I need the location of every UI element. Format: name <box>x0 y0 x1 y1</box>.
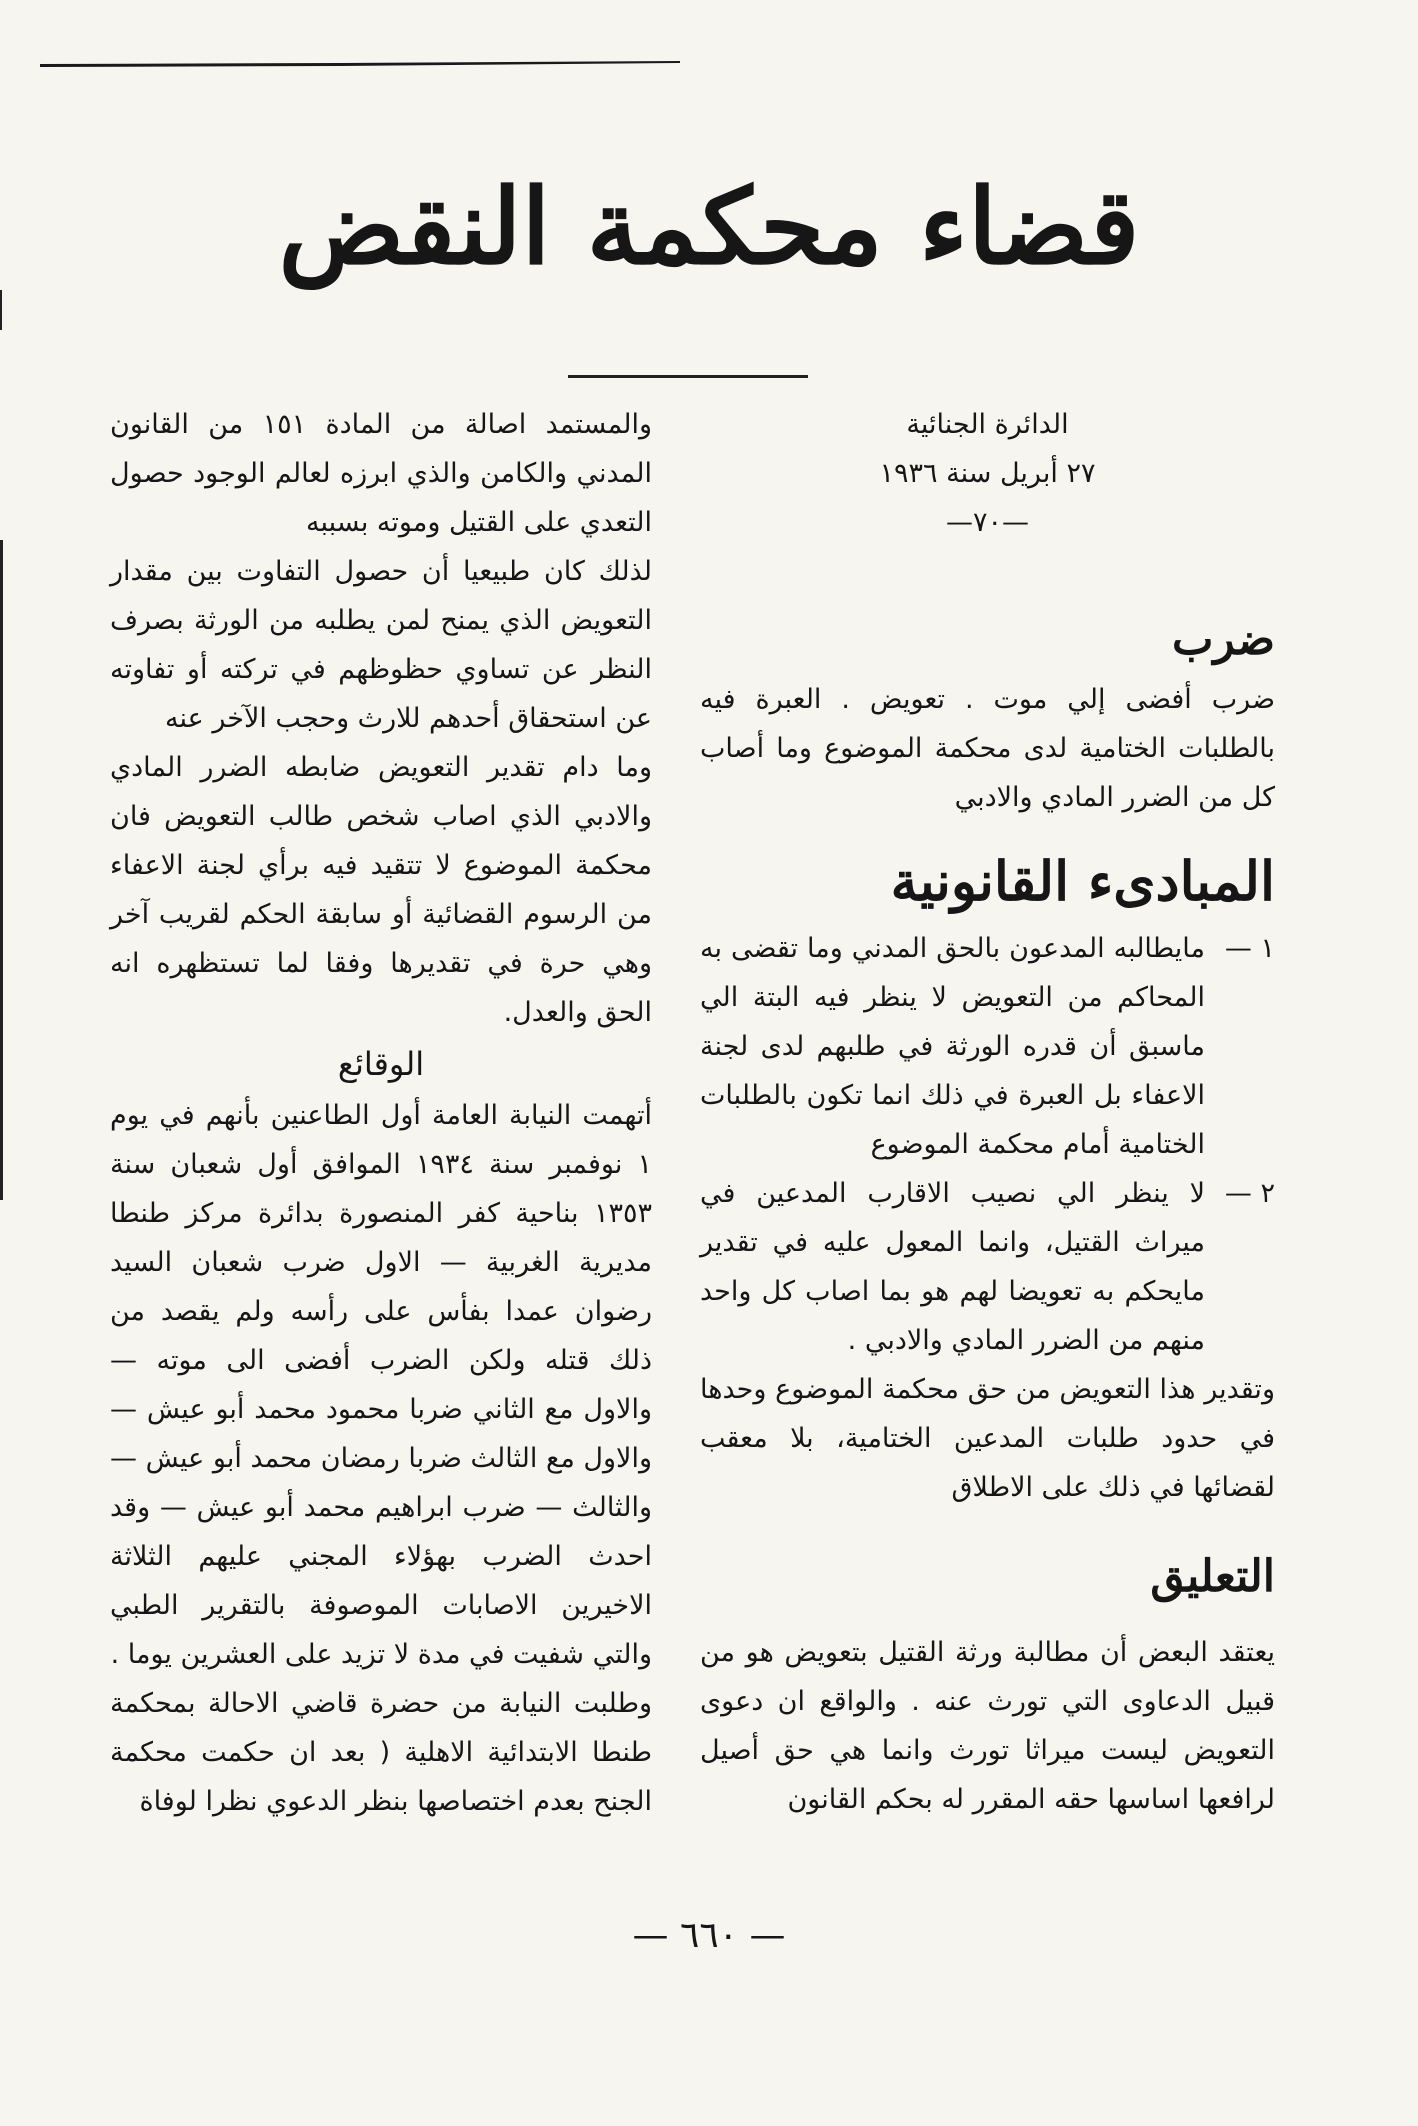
principle-text: لا ينظر الي نصيب الاقارب المدعين في ميراث القتيل، وانما المعول عليه في تقدير مايحكم به تعويضا لهم هو بما اصاب كل واحد منهم من الضرر المادي والادبي . <box>700 1178 1205 1356</box>
margin-mark <box>0 540 3 1200</box>
case-number: —٧٠— <box>945 507 1029 538</box>
principle-number: ٢ — <box>1224 1178 1275 1209</box>
paragraph: لذلك كان طبيعيا أن حصول التفاوت بين مقدار التعويض الذي يمنح لمن يطلبه من الورثة بصرف النظر عن تساوي حظوظهم في تركته أو تفاوته عن استحقاق أحدهم للارث وحجب الآخر عنه <box>110 556 652 734</box>
right-column <box>700 400 1275 1824</box>
facts-heading: الوقائع <box>337 1045 425 1083</box>
case-date: ٢٧ أبريل سنة ١٩٣٦ <box>879 458 1096 489</box>
paragraph: والمستمد اصالة من المادة ١٥١ من القانون المدني والكامن والذي ابرزه لعالم الوجود حصول التعدي على القتيل وموته بسببه <box>110 409 652 538</box>
top-rule <box>40 60 680 70</box>
principle-item <box>700 1169 1275 1365</box>
commentary-text: يعتقد البعض أن مطالبة ورثة القتيل بتعويض هو من قبيل الدعاوى التي تورث عنه . والواقع ان دعوى التعويض ليست ميراثا تورث وانما هي حق أصيل لرافعها اساسها حقه المقرر له بحكم القانون <box>700 1637 1275 1815</box>
facts-paragraph: أتهمت النيابة العامة أول الطاعنين بأنهم في يوم ١ نوفمبر سنة ١٩٣٤ الموافق أول شعبان سنة ١٣٥٣ بناحية كفر المنصورة بدائرة مركز طنطا مديرية الغربية — الاول ضرب شعبان السيد رضوان عمدا بفأس على رأسه ولم يقصد من ذلك قتله ولكن الضرب أفضى الى موته — والاول مع الثاني ضربا محمود محمد أبو عيش — والاول مع الثالث ضربا رمضان محمد أبو عيش — والثالث — ضرب ابراهيم محمد أبو عيش — وقد احدث الضرب بهؤلاء المجني عليهم الثلاثة الاخيرين الاصابات الموصوفة بالتقرير الطبي والتي شفيت في مدة لا تزيد على العشرين يوما . <box>110 1100 652 1670</box>
principles-heading: المبادىء القانونية <box>890 849 1275 913</box>
paragraph: وما دام تقدير التعويض ضابطه الضرر المادي والادبي الذي اصاب شخص طالب التعويض فان محكمة الموضوع لا تتقيد فيه برأي لجنة الاعفاء من الرسوم القضائية أو سابقة الحكم لقريب آخر وهي حرة في تقديرها وفقا لما تستظهره انه الحق والعدل. <box>110 752 652 1028</box>
margin-mark <box>0 290 2 330</box>
page-title: قضاء محكمة النقض <box>278 165 1140 288</box>
principles-tail: وتقدير هذا التعويض من حق محكمة الموضوع وحدها في حدود طلبات المدعين الختامية، بلا معقب لقضائها في ذلك على الاطلاق <box>700 1374 1275 1503</box>
court-name: الدائرة الجنائية <box>906 409 1069 440</box>
left-column <box>110 400 652 1826</box>
keyword-heading: ضرب <box>1171 614 1275 665</box>
principle-item <box>700 924 1275 1169</box>
keywords-text: ضرب أفضى إلي موت . تعويض . العبرة فيه بالطلبات الختامية لدى محكمة الموضوع وما أصاب كل من الضرر المادي والادبي <box>700 684 1275 813</box>
commentary-heading: التعليق <box>1150 1551 1275 1602</box>
principle-text: مايطالبه المدعون بالحق المدني وما تقضى به المحاكم من التعويض لا ينظر فيه البتة الي ماسبق أن قدره الورثة في طلبهم لدى لجنة الاعفاء بل العبرة في ذلك انما تكون بالطلبات الختامية أمام محكمة الموضوع <box>700 933 1205 1160</box>
facts-paragraph: وطلبت النيابة من حضرة قاضي الاحالة بمحكمة طنطا الابتدائية الاهلية ( بعد ان حكمت محكمة الجنح بعدم اختصاصها بنظر الدعوي نظرا لوفاة <box>110 1688 652 1817</box>
principle-number: ١ — <box>1224 933 1275 964</box>
title-underline <box>568 375 808 378</box>
page-number: — ٦٦٠ — <box>632 1915 786 1956</box>
